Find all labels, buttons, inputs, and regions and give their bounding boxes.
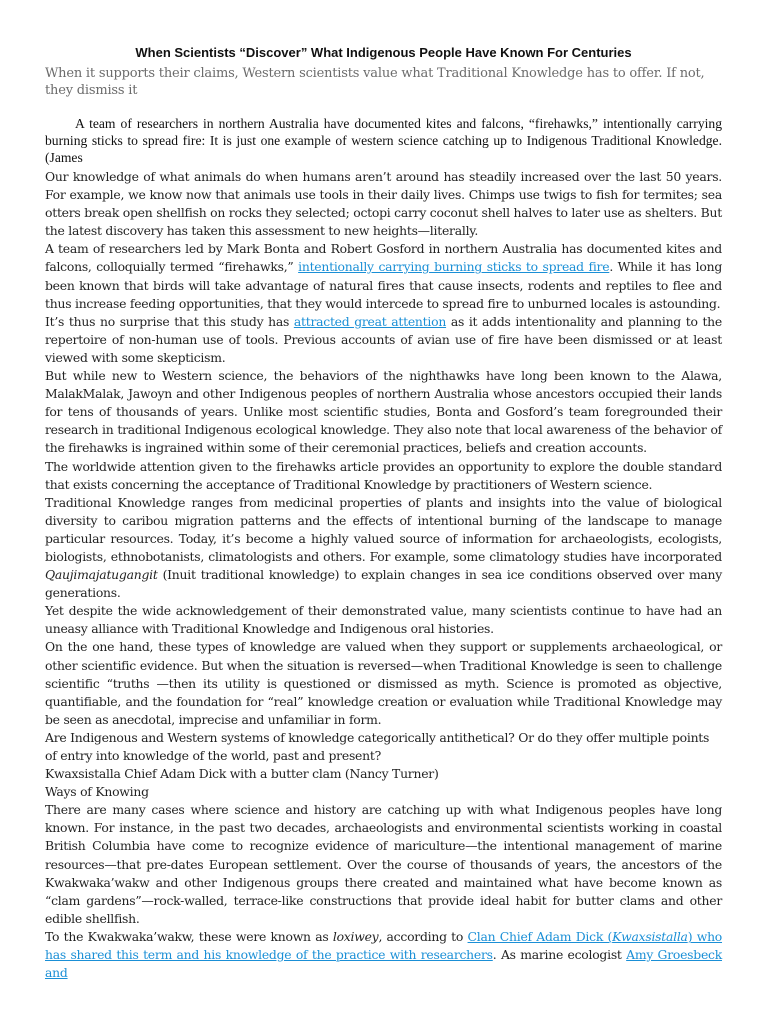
paragraph-1: Our knowledge of what animals do when humans aren’t around has steadily increased over the last 50 years. For example, we know now that animals use tools in their daily lives. Chimps use twigs to fish for termites; sea otters break open shellfish on rocks they selected; octopi carry coconut shell halves to later use as shelters. But the latest discovery has taken this assessment to new heights—literally.: [45, 169, 722, 239]
paragraph-6-text-a: Traditional Knowledge ranges from medicinal properties of plants and insights into the value of biological diversity to caribou migration patterns and the effects of intentional burning of the landscape to manage particular resources. Today, it’s become a highly valued source of information for archaeologists, ecologists, biologists, ethnobotanists, climatologists and others. For example, some climatology studies have incorporated: [45, 494, 722, 564]
attention-link[interactable]: attracted great attention: [293, 313, 447, 329]
lede-paragraph: A team of researchers in northern Australia have documented kites and falcons, “firehawks,” intentionally carrying burning sticks to spread fire: It is just one example of western science catching up to Indigenous Traditional Knowledge. (James: [45, 116, 722, 165]
firehawks-study-link[interactable]: intentionally carrying burning sticks to spread fire: [298, 259, 610, 275]
article-subtitle: When it supports their claims, Western scientists value what Traditional Knowledge has to offer. If not, they dismiss it: [45, 66, 705, 98]
paragraph-7: Yet despite the wide acknowledgement of their demonstrated value, many scientists continue to have had an uneasy alliance with Traditional Knowledge and Indigenous oral histories.: [45, 603, 722, 637]
paragraph-6-emphasis: Qaujimajatugangit: [45, 567, 158, 583]
paragraph-11-text-c: . As marine ecologist: [492, 947, 627, 963]
paragraph-4: But while new to Western science, the behaviors of the nighthawks have long been known to the Alawa, MalakMalak, Jawoyn and other Indigenous peoples of northern Australia whose ancestors occupied their lands for tens of thousands of years. Unlike most scientific studies, Bonta and Gosford’s team foregrounded their research in traditional Indigenous ecological knowledge. They also note that local awareness of the behavior of the firehawks is ingrained within some of their ceremonial practices, beliefs and creation accounts.: [45, 368, 722, 456]
article-title: When Scientists “Discover” What Indigenous People Have Known For Centuries: [135, 45, 632, 60]
paragraph-10: There are many cases where science and history are catching up with what Indigenous peoples have long known. For instance, in the past two decades, archaeologists and environmental scientists working in coastal British Columbia have come to recognize evidence of mariculture—the intentional management of marine resources—that pre-dates European settlement. Over the course of thousands of years, the ancestors of the Kwakwaka’wakw and other Indigenous groups there created and maintained what have become known as “clam gardens”—rock-walled, terrace-like constructions that provide ideal habit for butter clams and other edible shellfish.: [45, 802, 722, 926]
paragraph-9: Are Indigenous and Western systems of knowledge categorically antithetical? Or do they offer multiple points of entry into knowledge of the world, past and present?: [45, 729, 710, 763]
paragraph-6: [45, 494, 722, 603]
paragraph-8: On the one hand, these types of knowledge are valued when they support or supplements archaeological, or other scientific evidence. But when the situation is reversed—when Traditional Knowledge is seen to challenge scientific “truths —then its utility is questioned or dismissed as myth. Science is promoted as objective, quantifiable, and the foundation for “real” knowledge creation or evaluation while Traditional Knowledge may be seen as anecdotal, imprecise and unfamiliar in form.: [45, 639, 722, 727]
adam-dick-link-text-b: ) who has shared this term and his knowledge of the practice with researchers: [45, 928, 723, 963]
paragraph-3-text-b: as it adds intentionality and planning to the repertoire of non-human use of tools. Previous accounts of avian use of fire have been dismissed or at least viewed with some skepticism.: [45, 313, 722, 365]
paragraph-6-text-b: (Inuit traditional knowledge) to explain changes in sea ice conditions observed over many generations.: [45, 567, 722, 601]
section-heading: Ways of Knowing: [45, 784, 149, 800]
article-body: [45, 168, 722, 982]
paragraph-2-text-b: . While it has long been known that birds will take advantage of natural fires that cause insects, rodents and reptiles to flee and thus increase feeding opportunities, that they would intercede to spread fire to unburned locales is astounding.: [45, 259, 723, 311]
paragraph-11-emphasis: loxiwey: [332, 928, 379, 944]
paragraph-11-text-b: , according to: [378, 928, 468, 944]
paragraph-11: [45, 928, 722, 982]
paragraph-5: The worldwide attention given to the firehawks article provides an opportunity to explore the double standard that exists concerning the acceptance of Traditional Knowledge by practitioners of Western science.: [45, 458, 722, 492]
image-caption: Kwaxsistalla Chief Adam Dick with a butter clam (Nancy Turner): [45, 766, 439, 782]
adam-dick-link-text-a: Clan Chief Adam Dick (: [467, 928, 613, 944]
paragraph-11-text-a: To the Kwakwaka’wakw, these were known as: [45, 928, 333, 944]
paragraph-3-text-a: It’s thus no surprise that this study has: [45, 313, 294, 329]
groesbeck-link[interactable]: Amy Groesbeck and: [45, 947, 722, 981]
paragraph-3: [45, 313, 722, 367]
adam-dick-link-emphasis: Kwaxsistalla: [612, 928, 688, 944]
paragraph-2-text-a: A team of researchers led by Mark Bonta and Robert Gosford in northern Australia has documented kites and falcons, colloquially termed “firehawks,”: [45, 241, 722, 275]
paragraph-2: [45, 240, 722, 312]
